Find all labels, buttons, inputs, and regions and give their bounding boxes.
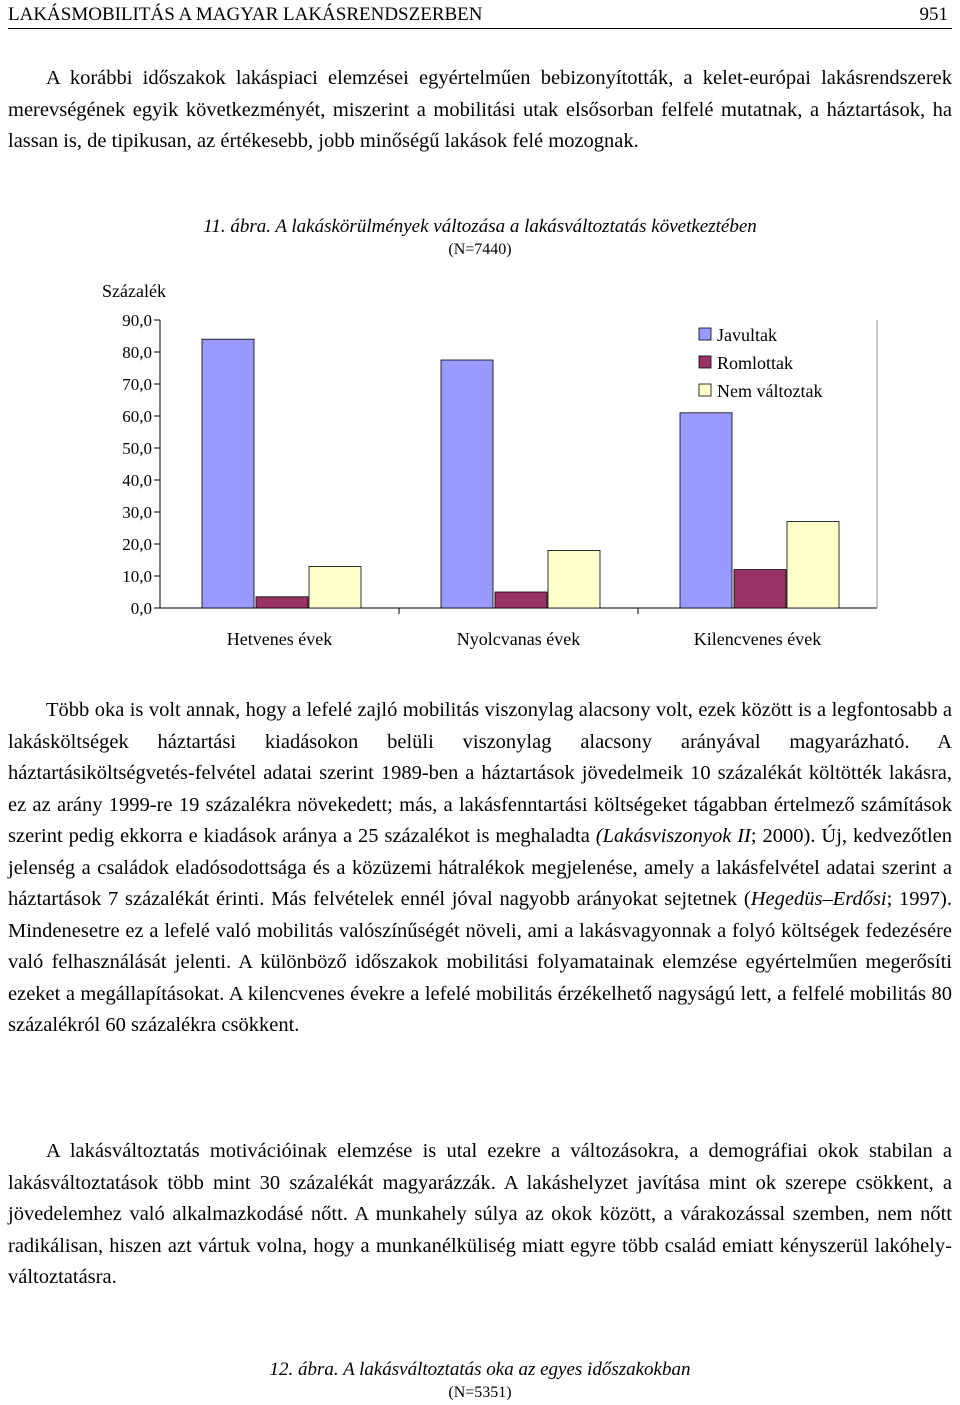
y-tick-label: 50,0 bbox=[122, 439, 152, 458]
bar bbox=[548, 550, 600, 608]
x-category-label: Kilencvenes évek bbox=[693, 629, 822, 649]
y-tick-label: 80,0 bbox=[122, 343, 152, 362]
paragraph-motivations: A lakásváltoztatás motivációinak elemzése is utal ezekre a változásokra, a demográfiai okok stabilan a lakásváltoztatások több mint 30 százalékát magyarázzák. A lakáshelyzet javítása mint ok szerepe csökkent, a jövedelemhez való alkalmazkodásé nőtt. A munkahely súlya az okok között, a várakozással szemben, nem nőtt radikálisan, hiszen azt vártuk volna, hogy a munkanélküliség miatt egyre több család emiatt kényszerül lakóhelyváltoztatásra. bbox=[8, 1140, 952, 1288]
bar-chart bbox=[0, 270, 960, 670]
bar bbox=[787, 522, 839, 608]
running-title: LAKÁSMOBILITÁS A MAGYAR LAKÁSRENDSZERBEN bbox=[8, 4, 483, 25]
bar bbox=[495, 592, 547, 608]
bar bbox=[309, 566, 361, 608]
legend-entry: Javultak bbox=[717, 325, 777, 345]
citation-lakasviszonyok: (Lakásviszonyok II bbox=[595, 825, 751, 847]
y-tick-label: 0,0 bbox=[130, 599, 152, 618]
y-tick-label: 40,0 bbox=[122, 471, 152, 490]
paragraph-mobility-text-c: ; 1997). Mindenesetre ez a lefelé való mobilitás valószínűségét növeli, ami a lakásvagyonnak a folyó költségek fedezésére való felhasználását jelenti. A különböző időszakok mobilitási folyamatainak elemzése egyértelműen megerősíti ezeket a megállapításokat. A kilencvenes évekre a lefelé mobilitás érzékelhető nagyságú lett, a felfelé mobilitás 80 százalékról 60 százalékra csökkent. bbox=[8, 888, 952, 1036]
x-category-label: Hetvenes évek bbox=[226, 629, 333, 649]
legend-swatch bbox=[699, 328, 711, 340]
legend-swatch bbox=[699, 356, 711, 368]
bar bbox=[202, 339, 254, 608]
citation-hegedus-erdosi: Hegedüs–Erdősi bbox=[750, 888, 887, 910]
figure-12-caption: 12. ábra. A lakásváltoztatás oka az egyes időszakokban bbox=[269, 1359, 691, 1380]
y-tick-label: 10,0 bbox=[122, 567, 152, 586]
paragraph-mobility-text-a: Több oka is volt annak, hogy a lefelé zajló mobilitás viszonylag alacsony volt, ezek között is a legfontosabb a lakásköltségek háztartási kiadásokon belüli viszonylag alacsony arányával magyarázható. A háztartásiköltségvetés-felvétel adatai szerint 1989-ben a háztartások jövedelmeik 10 százalékát költötték lakásra, ez az arány 1999-re 19 százalékra növekedett; más, a lakásfenntartási költségeket tágabban értelmező számítások szerint pedig ekkorra e kiadások aránya a 25 százalékot is meghaladta bbox=[8, 699, 952, 847]
legend-swatch bbox=[699, 384, 711, 396]
paragraph-intro: A korábbi időszakok lakáspiaci elemzései egyértelműen bebizonyították, a kelet-európai lakásrendszerek merevségének egyik következményét, miszerint a mobilitási utak elsősorban felfelé mutatnak, a háztartások, ha lassan is, de tipikusan, az értékesebb, jobb minőségű lakások felé mozognak. bbox=[8, 67, 952, 152]
legend-entry: Nem változtak bbox=[717, 381, 823, 401]
running-header bbox=[8, 2, 952, 29]
bar bbox=[441, 360, 493, 608]
x-category-label: Nyolcvanas évek bbox=[456, 629, 581, 649]
paragraph-mobility-text-b: ; 2000). Új, kedvezőtlen jelenség a családok eladósodottsága és a közüzemi hátralékok megjelenése, amely a lakásfelvétel adatai szerint a háztartások 7 százalékát érinti. Más felvételek ennél jóval nagyobb arányokat sejtetnek ( bbox=[8, 825, 953, 910]
legend-entry: Romlottak bbox=[717, 353, 793, 373]
bar bbox=[734, 570, 786, 608]
figure-11-sample-size: (N=7440) bbox=[448, 241, 512, 258]
y-tick-label: 90,0 bbox=[122, 311, 152, 330]
page-number: 951 bbox=[919, 4, 948, 25]
y-tick-label: 60,0 bbox=[122, 407, 152, 426]
y-tick-label: 70,0 bbox=[122, 375, 152, 394]
y-axis-label: Százalék bbox=[102, 281, 166, 301]
figure-11-caption: 11. ábra. A lakáskörülmények változása a lakásváltoztatás következtében bbox=[203, 216, 757, 237]
bar bbox=[680, 413, 732, 608]
y-tick-label: 20,0 bbox=[122, 535, 152, 554]
y-tick-label: 30,0 bbox=[122, 503, 152, 522]
paragraph-mobility bbox=[8, 695, 952, 1042]
figure-12-sample-size: (N=5351) bbox=[448, 1384, 512, 1401]
bar bbox=[256, 597, 308, 608]
